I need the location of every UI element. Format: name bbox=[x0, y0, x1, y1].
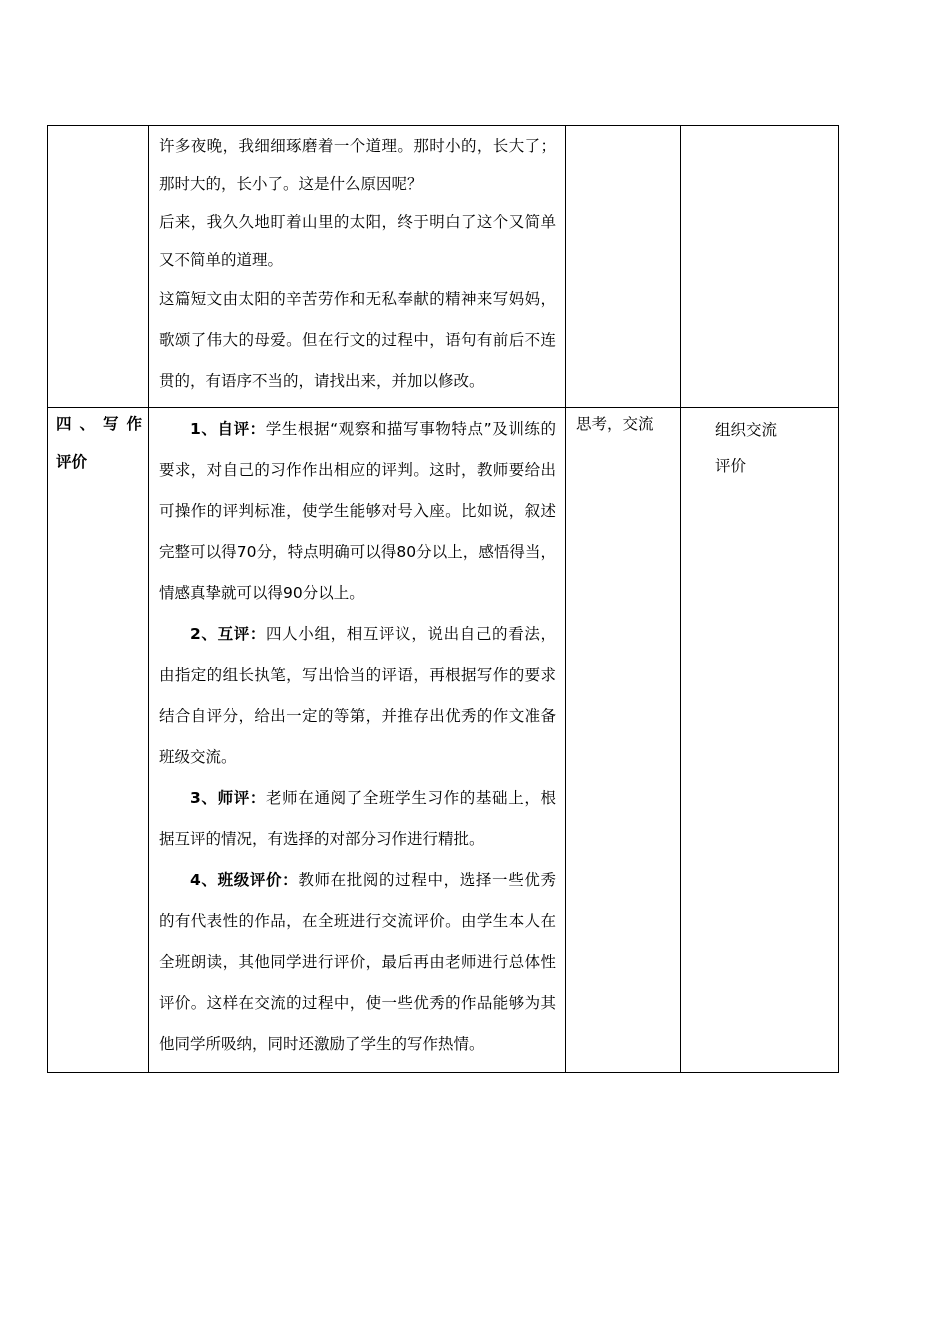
stage-char: 四 bbox=[56, 415, 72, 433]
evaluation-text: 教师在批阅的过程中，选择一些优秀的有代表性的作品，在全班进行交流评价。由学生本人在全班朗读，其他同学进行评价，最后再由老师进行总体性评价。这样在交流的过程中，使一些优秀的作品能够为其他同学所吸纳，同时还激励了学生的写作热情。 bbox=[159, 871, 556, 1053]
content-cell bbox=[149, 126, 566, 408]
stage-cell bbox=[48, 408, 149, 1073]
teacher-activity bbox=[681, 126, 838, 130]
content-paragraph: 这篇短文由太阳的辛苦劳作和无私奉献的精神来写妈妈，歌颂了伟大的母爱。但在行文的过程中，语句有前后不连贯的，有语序不当的，请找出来，并加以修改。 bbox=[159, 290, 556, 390]
stage-cell bbox=[48, 126, 149, 408]
evaluation-label: 1、自评： bbox=[190, 420, 266, 438]
teacher-activity-line: 评价 bbox=[715, 457, 747, 475]
evaluation-item bbox=[159, 778, 556, 860]
stage-label bbox=[48, 126, 148, 130]
stage-title: 评价 bbox=[56, 453, 88, 471]
stage-char: 、 bbox=[79, 415, 95, 433]
teacher-activity-cell bbox=[681, 408, 839, 1073]
student-activity-cell bbox=[566, 408, 681, 1073]
stage-char: 作 bbox=[126, 415, 142, 433]
evaluation-text: 学生根据“观察和描写事物特点”及训练的要求，对自己的习作作出相应的评判。这时，教师要给出可操作的评判标准，使学生能够对号入座。比如说，叙述完整可以得70分，特点明确可以得80分以上，感悟得当，情感真挚就可以得90分以上。 bbox=[159, 420, 557, 602]
teacher-activity-cell bbox=[681, 126, 839, 408]
stage-label bbox=[48, 408, 148, 474]
evaluation-text: 老师在通阅了全班学生习作的基础上，根据互评的情况，有选择的对部分习作进行精批。 bbox=[159, 789, 556, 848]
stage-char: 写 bbox=[102, 415, 119, 433]
teacher-activity bbox=[681, 408, 838, 484]
evaluation-label: 2、互评： bbox=[190, 625, 267, 643]
table-row bbox=[48, 408, 839, 1073]
student-activity bbox=[566, 126, 680, 130]
evaluation-item bbox=[159, 614, 556, 778]
content-paragraph: 许多夜晚，我细细琢磨着一个道理。那时小的，长大了；那时大的，长小了。这是什么原因呢？ bbox=[159, 137, 556, 193]
evaluation-text: 四人小组，相互评议，说出自己的看法，由指定的组长执笔，写出恰当的评语，再根据写作的要求结合自评分，给出一定的等第，并推存出优秀的作文准备班级交流。 bbox=[159, 625, 556, 766]
evaluation-label: 3、师评： bbox=[190, 789, 267, 807]
teacher-activity-line: 组织交流 bbox=[715, 421, 778, 439]
student-activity: 思考，交流 bbox=[576, 415, 654, 433]
content-cell bbox=[149, 408, 566, 1073]
evaluation-item bbox=[159, 860, 556, 1065]
evaluation-label: 4、班级评价： bbox=[190, 871, 299, 889]
table-row bbox=[48, 126, 839, 408]
evaluation-item bbox=[159, 409, 556, 614]
lesson-plan-table bbox=[47, 125, 839, 1073]
student-activity-cell bbox=[566, 126, 681, 408]
content-paragraph: 后来，我久久地盯着山里的太阳，终于明白了这个又简单又不简单的道理。 bbox=[159, 213, 556, 269]
